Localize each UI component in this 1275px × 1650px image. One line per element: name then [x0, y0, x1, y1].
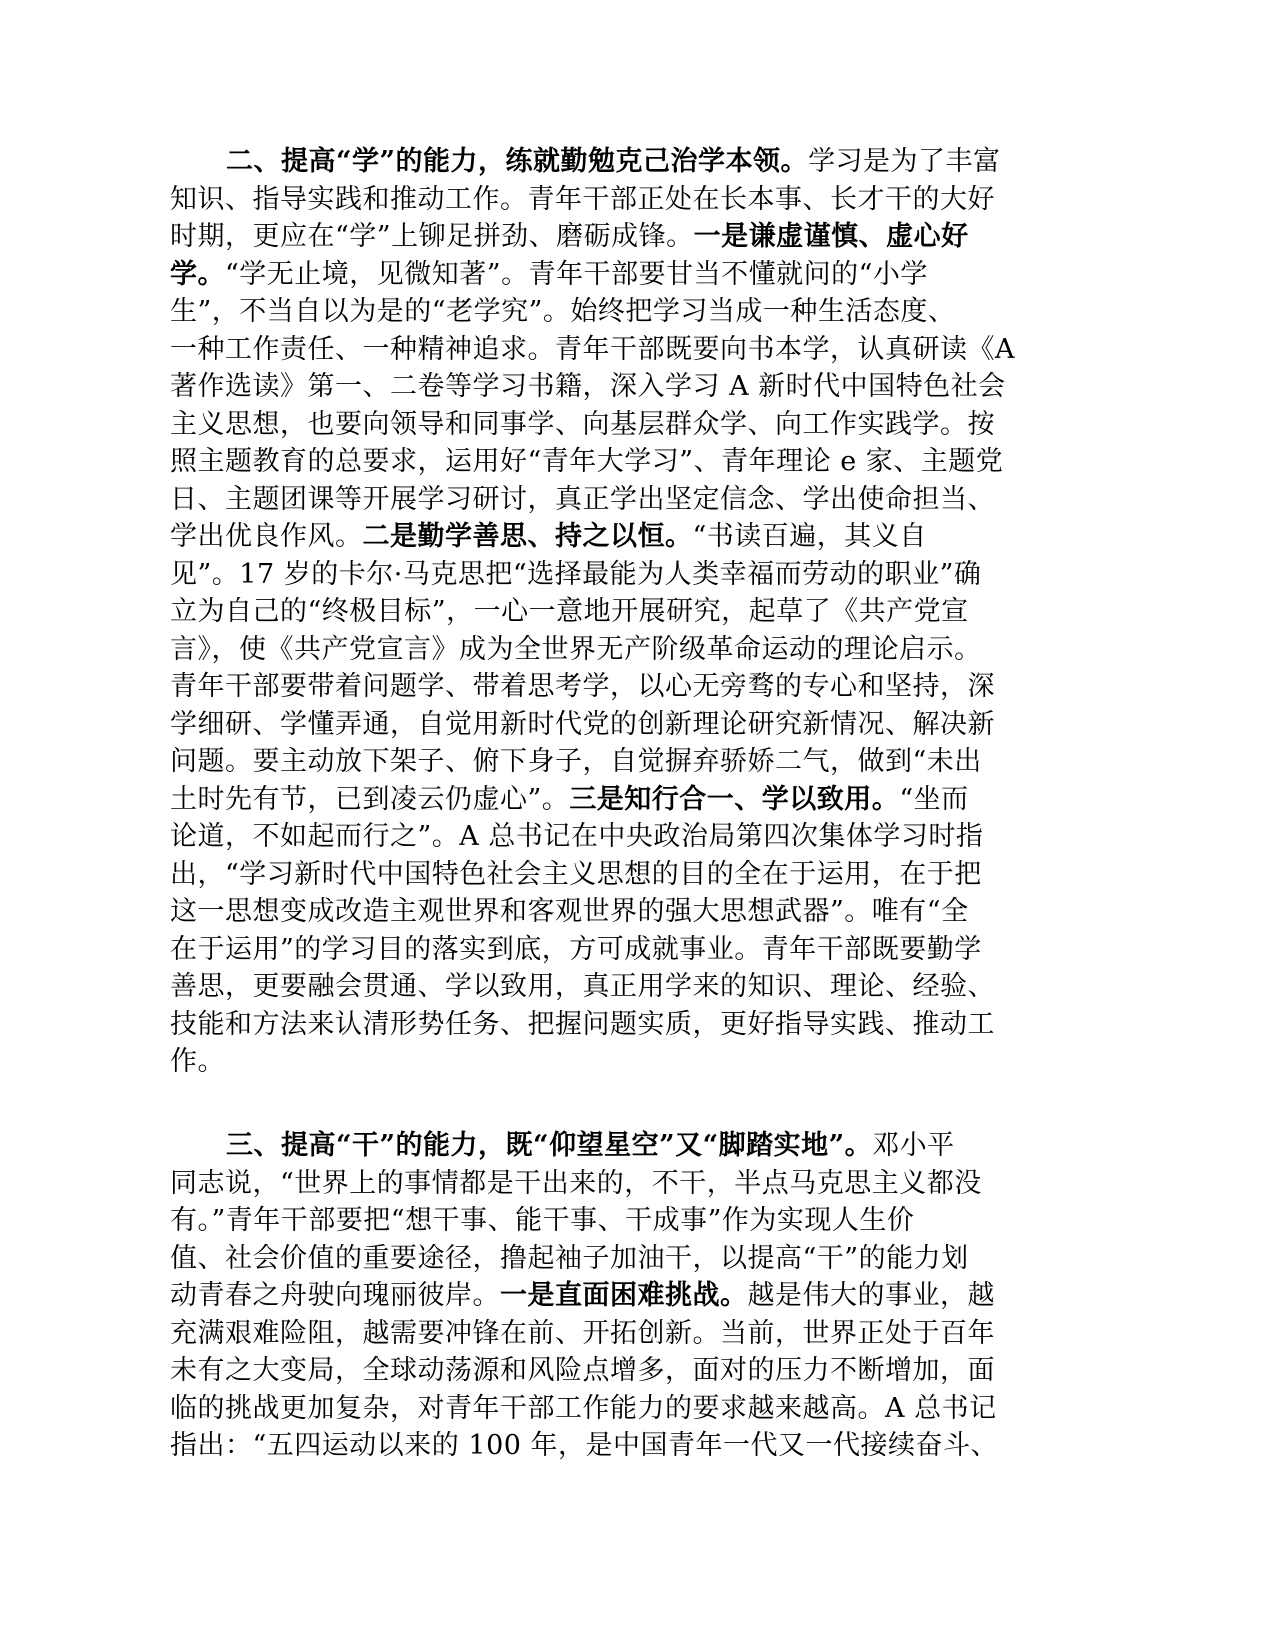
text-line: [170, 406, 1110, 444]
text-run: 越是伟大的事业，越: [747, 1280, 995, 1311]
bold-heading-run: 三、提高“干”的能力，既“仰望星空”又“脚踏实地”。: [226, 1130, 873, 1161]
text-run: 学习是为了丰富: [808, 146, 1001, 177]
text-run: 同志说，“世界上的事情都是干出来的，不干，半点马克思主义都没: [170, 1167, 982, 1199]
text-line: [170, 368, 1110, 406]
text-run: 一种工作责任、一种精神追求。青年干部既要向书本学，认真研读《A: [170, 333, 1015, 365]
text-run: 有。”青年干部要把“想干事、能干事、干成事”作为实现人生价: [170, 1205, 915, 1236]
text-line: [170, 556, 1110, 594]
text-line: [170, 593, 1110, 631]
text-line: [170, 931, 1110, 969]
text-run: 见”。17 岁的卡尔·马克思把“选择最能为人类幸福而劳动的职业”确: [170, 558, 982, 590]
text-line: [170, 1127, 1110, 1165]
text-run: 技能和方法来认清形势任务、把握问题实质，更好指导实践、推动工: [170, 1008, 995, 1040]
text-line: [170, 668, 1110, 706]
bold-heading-run: 一是直面困难挑战。: [500, 1280, 748, 1311]
text-run: 问题。要主动放下架子、俯下身子，自觉摒弃骄娇二气，做到“未出: [170, 746, 982, 777]
text-line: [170, 1165, 1110, 1203]
text-line: [170, 1240, 1110, 1278]
bold-heading-run: 三是知行合一、学以致用。: [569, 783, 900, 815]
text-run: “学无止境，见微知著”。青年干部要甘当不懂就问的“小学: [225, 258, 928, 290]
text-line: [170, 1315, 1110, 1353]
text-line: [170, 1427, 1110, 1465]
bold-heading-run: 学。: [170, 258, 225, 290]
text-line: [170, 1043, 1110, 1081]
bold-heading-run: 一是谦虚谨慎、虚心好: [693, 221, 969, 252]
text-run: 指出：“五四运动以来的 100 年，是中国青年一代又一代接续奋斗、: [170, 1430, 999, 1461]
text-run: 这一思想变成改造主观世界和客观世界的强大思想武器”。唯有“全: [170, 896, 969, 927]
text-run: 论道，不如起而行之”。A 总书记在中央政治局第四次集体学习时指: [170, 821, 984, 852]
text-line: [170, 293, 1110, 331]
text-run: 青年干部要带着问题学、带着思考学，以心无旁骛的专心和坚持，深: [170, 671, 995, 702]
text-line: [170, 818, 1110, 856]
text-line: [170, 893, 1110, 931]
text-line: [170, 706, 1110, 744]
text-run: 在于运用”的学习目的落实到底，方可成就事业。青年干部既要勤学: [170, 933, 982, 965]
bold-heading-run: 二、提高“学”的能力，练就勤勉克己治学本领。: [226, 146, 809, 177]
text-run: 学细研、学懂弄通，自觉用新时代党的创新理论研究新情况、解决新: [170, 708, 995, 740]
text-line: [170, 631, 1110, 669]
bold-heading-run: 二是勤学善思、持之以恒。: [362, 521, 693, 552]
text-run: 土时先有节，已到凌云仍虚心”。: [170, 783, 570, 815]
text-line: [170, 1202, 1110, 1240]
text-line: [170, 256, 1110, 294]
text-run: 生”，不当自以为是的“老学究”。始终把学习当成一种生活态度、: [170, 296, 956, 327]
text-line: [170, 1390, 1110, 1428]
text-run: “坐而: [899, 783, 969, 815]
text-run: “书读百遍，其义自: [692, 521, 927, 552]
text-run: 作。: [170, 1046, 225, 1077]
text-line: [170, 143, 1110, 181]
text-run: 著作选读》第一、二卷等学习书籍，深入学习 A 新时代中国特色社会: [170, 371, 1006, 402]
text-line: [170, 331, 1110, 369]
text-line: [170, 1352, 1110, 1390]
text-line: [170, 181, 1110, 219]
text-line: [170, 1277, 1110, 1315]
text-run: 知识、指导实践和推动工作。青年干部正处在长本事、长才干的大好: [170, 183, 995, 215]
text-run: 主义思想，也要向领导和同事学、向基层群众学、向工作实践学。按: [170, 408, 995, 440]
text-line: [170, 1006, 1110, 1044]
text-run: 学出优良作风。: [170, 521, 363, 552]
text-line: [170, 443, 1110, 481]
text-line: [170, 968, 1110, 1006]
paragraph-section-3: [170, 1127, 1110, 1465]
text-line: [170, 856, 1110, 894]
text-run: 日、主题团课等开展学习研讨，真正学出坚定信念、学出使命担当、: [170, 483, 995, 515]
text-run: 邓小平: [872, 1130, 955, 1161]
text-run: 值、社会价值的重要途径，撸起袖子加油干，以提高“干”的能力划: [170, 1242, 969, 1274]
text-line: [170, 481, 1110, 519]
text-run: 未有之大变局，全球动荡源和风险点增多，面对的压力不断增加，面: [170, 1355, 995, 1386]
text-run: 临的挑战更加复杂，对青年干部工作能力的要求越来越高。A 总书记: [170, 1392, 997, 1424]
text-run: 言》，使《共产党宣言》成为全世界无产阶级革命运动的理论启示。: [170, 633, 982, 665]
text-line: [170, 743, 1110, 781]
text-line: [170, 218, 1110, 256]
text-run: 动青春之舟驶向瑰丽彼岸。: [170, 1280, 500, 1311]
text-run: 照主题教育的总要求，运用好“青年大学习”、青年理论 e 家、主题党: [170, 446, 1004, 477]
text-run: 立为自己的“终极目标”，一心一意地开展研究，起草了《共产党宣: [170, 596, 969, 627]
text-run: 时期，更应在“学”上铆足拼劲、磨砺成锋。: [170, 221, 694, 252]
text-run: 善思，更要融会贯通、学以致用，真正用学来的知识、理论、经验、: [170, 971, 995, 1002]
text-line: [170, 781, 1110, 819]
text-run: 充满艰难险阻，越需要冲锋在前、开拓创新。当前，世界正处于百年: [170, 1317, 995, 1349]
text-line: [170, 518, 1110, 556]
paragraph-section-2: [170, 143, 1110, 1081]
text-run: 出，“学习新时代中国特色社会主义思想的目的全在于运用，在于把: [170, 858, 982, 890]
